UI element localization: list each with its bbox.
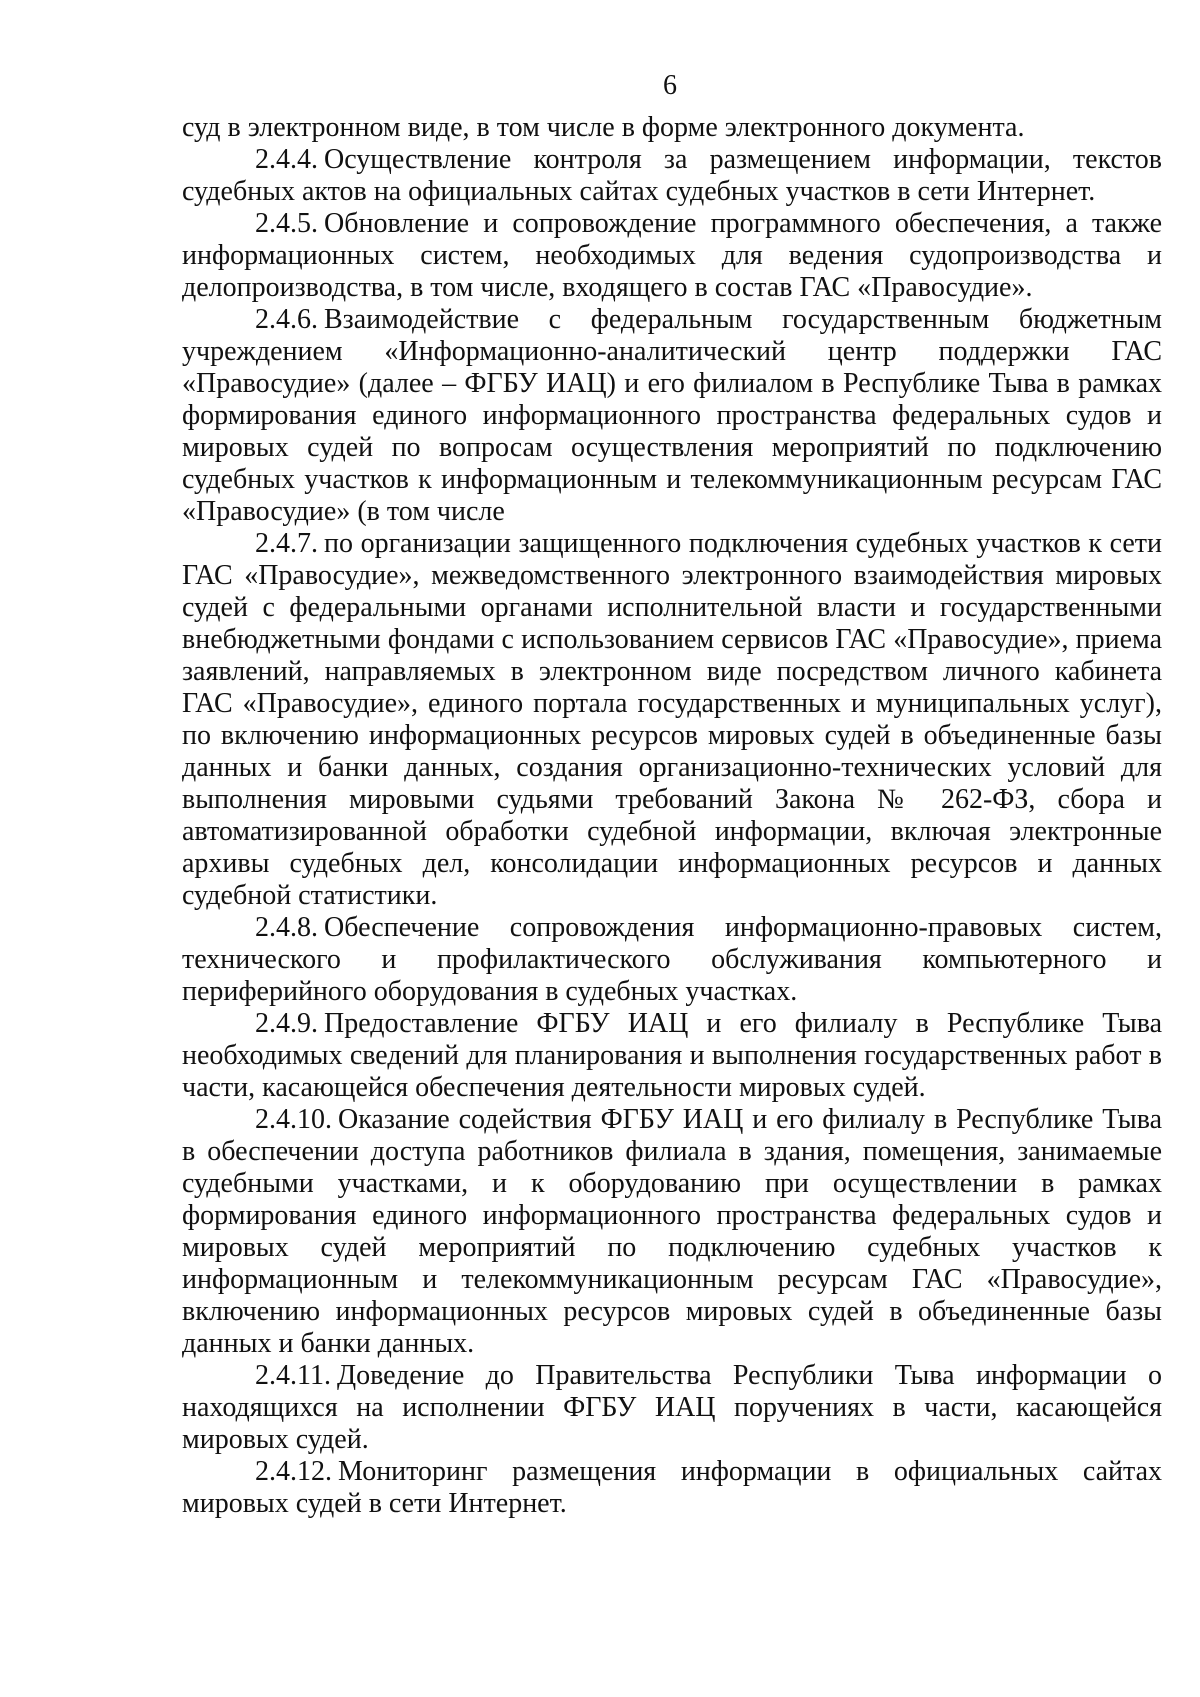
paragraph-text: суд в электронном виде, в том числе в форме электронного документа. [182,112,1025,143]
paragraph-number: 2.4.6. [255,304,318,335]
paragraph-text: Доведение до Правительства Республики Тыва информации о находящихся на исполнении ФГБУ ИАЦ поручениях в части, касающейся мировых судей. [182,1360,1162,1455]
paragraph-2-4-9 [182,1008,1162,1104]
paragraph-text: Обновление и сопровождение программного обеспечения, а также информационных систем, необходимых для ведения судопроизводства и делопроизводства, в том числе, входящего в состав ГАС «Правосудие». [182,208,1162,303]
paragraph-2-4-7 [182,528,1162,912]
paragraph-number: 2.4.12. [255,1456,332,1487]
paragraph-2-4-11 [182,1360,1162,1456]
paragraph-continuation [182,112,1162,144]
paragraph-number: 2.4.10. [255,1104,332,1135]
paragraph-2-4-8 [182,912,1162,1008]
paragraph-2-4-10 [182,1104,1162,1360]
page-number: 6 [663,70,677,101]
paragraph-text: Осуществление контроля за размещением информации, текстов судебных актов на официальных сайтах судебных участков в сети Интернет. [182,144,1162,207]
paragraph-text: Оказание содействия ФГБУ ИАЦ и его филиалу в Республике Тыва в обеспечении доступа работников филиала в здания, помещения, занимаемые судебными участками, и к оборудованию при осуществлении в рамках формирования единого информационного пространства федеральных судов и мировых судей мероприятий по подключению судебных участков к информационным и телекоммуникационным ресурсам ГАС «Правосудие», включению информационных ресурсов мировых судей в объединенные базы данных и банки данных. [182,1104,1162,1359]
paragraph-2-4-12 [182,1456,1162,1520]
document-body [182,112,1162,1520]
paragraph-number: 2.4.4. [255,144,318,175]
paragraph-text: Мониторинг размещения информации в официальных сайтах мировых судей в сети Интернет. [182,1456,1162,1519]
paragraph-number: 2.4.9. [255,1008,318,1039]
paragraph-2-4-6 [182,304,1162,528]
paragraph-2-4-4 [182,144,1162,208]
paragraph-text: Обеспечение сопровождения информационно-правовых систем, технического и профилактического обслуживания компьютерного и периферийного оборудования в судебных участках. [182,912,1162,1007]
paragraph-number: 2.4.8. [255,912,318,943]
paragraph-number: 2.4.7. [255,528,318,559]
paragraph-text: по организации защищенного подключения судебных участков к сети ГАС «Правосудие», межведомственного электронного взаимодействия мировых судей с федеральными органами исполнительной власти и государственными внебюджетными фондами с использованием сервисов ГАС «Правосудие», приема заявлений, направляемых в электронном виде посредством личного кабинета ГАС «Правосудие», единого портала государственных и муниципальных услуг), по включению информационных ресурсов мировых судей в объединенные базы данных и банки данных, создания организационно-технических условий для выполнения мировыми судьями требований Закона № 262-ФЗ, сбора и автоматизированной обработки судебной информации, включая электронные архивы судебных дел, консолидации информационных ресурсов и данных судебной статистики. [182,528,1162,911]
paragraph-number: 2.4.11. [255,1360,331,1391]
paragraph-2-4-5 [182,208,1162,304]
paragraph-text: Предоставление ФГБУ ИАЦ и его филиалу в Республике Тыва необходимых сведений для планирования и выполнения государственных работ в части, касающейся обеспечения деятельности мировых судей. [182,1008,1162,1103]
paragraph-text: Взаимодействие с федеральным государственным бюджетным учреждением «Информационно-аналитический центр поддержки ГАС «Правосудие» (далее – ФГБУ ИАЦ) и его филиалом в Республике Тыва в рамках формирования единого информационного пространства федеральных судов и мировых судей по вопросам осуществления мероприятий по подключению судебных участков к информационным и телекоммуникационным ресурсам ГАС «Правосудие» (в том числе [182,304,1162,527]
paragraph-number: 2.4.5. [255,208,318,239]
